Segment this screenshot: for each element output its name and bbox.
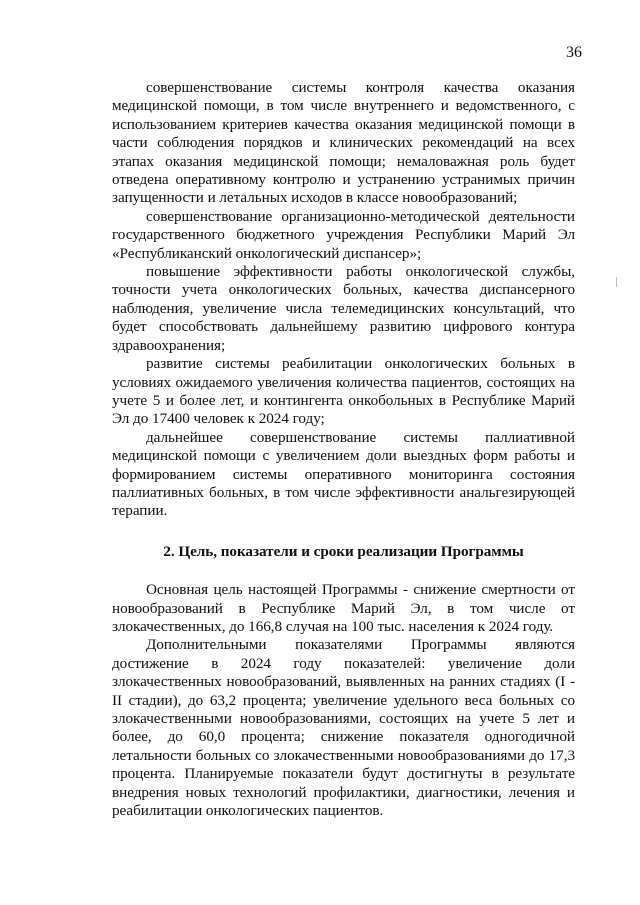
scan-artifact-mark [616,277,617,287]
section-2-heading: 2. Цель, показатели и сроки реализации Программы [163,542,524,560]
paragraph: дальнейшее совершенствование системы паллиативной медицинской помощи с увеличением доли выездных форм работы и формированием системы оперативного мониторинга состояния паллиативных больных, в том числе эффективности анальгезирующей терапии. [112,428,575,520]
paragraph: совершенствование организационно-методической деятельности государственного бюджетного учреждения Республики Марий Эл «Республиканский онкологический диспансер»; [112,207,575,262]
paragraph: повышение эффективности работы онкологической службы, точности учета онкологических больных, качества диспансерного наблюдения, увеличение числа телемедицинских консультаций, что будет способствовать дальнейшему развитию цифрового контура здравоохранения; [112,263,575,354]
paragraph: совершенствование системы контроля качества оказания медицинской помощи, в том числе внутреннего и ведомственного, с использованием критериев качества оказания медицинской помощи в части соблюдения порядков и клинических рекомендаций на всех этапах оказания медицинской помощи; немаловажная роль будет отведена оперативному контролю и устранению устранимых причин запущенности и летальных исходов в классе новообразований; [112,79,575,207]
paragraph: Основная цель настоящей Программы - снижение смертности от новообразований в Республике Марий Эл, в том числе от злокачественных, до 166,8 случая на 100 тыс. населения к 2024 году. [112,581,575,635]
page-number: 36 [566,44,582,61]
section-2-text [112,581,575,820]
paragraph: развитие системы реабилитации онкологических больных в условиях ожидаемого увеличения количества пациентов, состоящих на учете 5 и более лет, и контингента онкобольных в Республике Марий Эл до 17400 человек к 2024 году; [112,355,575,428]
document-body [112,79,575,820]
paragraph: Дополнительными показателями Программы являются достижение в 2024 году показателей: увеличение доли злокачественных новообразований, выявленных на ранних стадиях (I - II стадии), до 63,2 процента; увеличение удельного веса больных со злокачественными новообразованиями, состоящих на учете 5 лет и более, до 60,0 процента; снижение показателя одногодичной летальности больных со злокачественными новообразованиями до 17,3 процента. Планируемые показатели будут достигнуты в результате внедрения новых технологий профилактики, диагностики, лечения и реабилитации онкологических пациентов. [112,636,575,820]
section-1-text [112,79,575,521]
